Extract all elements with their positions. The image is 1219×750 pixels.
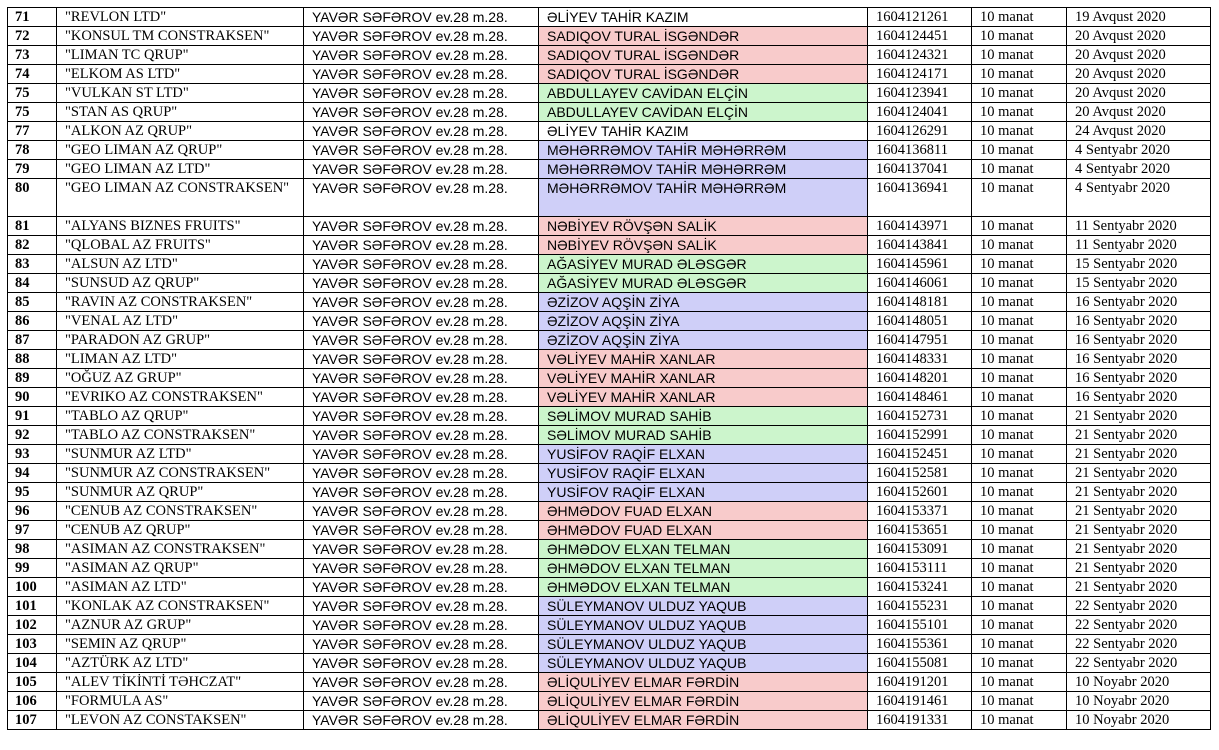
owner-name-cell: ƏHMƏDOV ELXAN TELMAN: [539, 578, 868, 597]
fee-cell: 10 manat: [972, 388, 1067, 407]
row-number-cell: 71: [8, 8, 57, 27]
tax-id-cell: 1604152991: [868, 426, 972, 445]
address-cell: YAVƏR SƏFƏROV ev.28 m.28.: [304, 597, 539, 616]
tax-id-cell: 1604124171: [868, 65, 972, 84]
registration-date-cell: 10 Noyabr 2020: [1067, 711, 1211, 730]
address-cell: YAVƏR SƏFƏROV ev.28 m.28.: [304, 236, 539, 255]
fee-cell: 10 manat: [972, 293, 1067, 312]
row-number-cell: 99: [8, 559, 57, 578]
address-cell: YAVƏR SƏFƏROV ev.28 m.28.: [304, 27, 539, 46]
fee-cell: 10 manat: [972, 274, 1067, 293]
address-cell: YAVƏR SƏFƏROV ev.28 m.28.: [304, 160, 539, 179]
company-name-cell: "OĞUZ AZ GRUP": [57, 369, 304, 388]
fee-cell: 10 manat: [972, 407, 1067, 426]
address-cell: YAVƏR SƏFƏROV ev.28 m.28.: [304, 293, 539, 312]
owner-name-cell: SÜLEYMANOV ULDUZ YAQUB: [539, 616, 868, 635]
company-name-cell: "TABLO AZ CONSTRAKSEN": [57, 426, 304, 445]
fee-cell: 10 manat: [972, 350, 1067, 369]
owner-name-cell: AĞASİYEV MURAD ƏLƏSGƏR: [539, 274, 868, 293]
company-name-cell: "SUNMUR AZ CONSTRAKSEN": [57, 464, 304, 483]
fee-cell: 10 manat: [972, 616, 1067, 635]
table-row: [8, 217, 1211, 236]
registration-date-cell: 21 Sentyabr 2020: [1067, 521, 1211, 540]
address-cell: YAVƏR SƏFƏROV ev.28 m.28.: [304, 179, 539, 217]
fee-cell: 10 manat: [972, 502, 1067, 521]
table-row: [8, 597, 1211, 616]
owner-name-cell: ƏZİZOV AQŞİN ZİYA: [539, 293, 868, 312]
tax-id-cell: 1604153241: [868, 578, 972, 597]
tax-id-cell: 1604136941: [868, 179, 972, 217]
tax-id-cell: 1604153651: [868, 521, 972, 540]
table-row: [8, 540, 1211, 559]
fee-cell: 10 manat: [972, 540, 1067, 559]
company-name-cell: "CENUB AZ CONSTRAKSEN": [57, 502, 304, 521]
tax-id-cell: 1604121261: [868, 8, 972, 27]
fee-cell: 10 manat: [972, 597, 1067, 616]
owner-name-cell: MƏHƏRRƏMOV TAHİR MƏHƏRRƏM: [539, 160, 868, 179]
table-body: [8, 8, 1211, 730]
registration-date-cell: 20 Avqust 2020: [1067, 103, 1211, 122]
row-number-cell: 74: [8, 65, 57, 84]
tax-id-cell: 1604124041: [868, 103, 972, 122]
tax-id-cell: 1604148181: [868, 293, 972, 312]
registration-date-cell: 22 Sentyabr 2020: [1067, 616, 1211, 635]
table-row: [8, 331, 1211, 350]
table-row: [8, 635, 1211, 654]
address-cell: YAVƏR SƏFƏROV ev.28 m.28.: [304, 65, 539, 84]
registration-date-cell: 15 Sentyabr 2020: [1067, 255, 1211, 274]
owner-name-cell: SƏLİMOV MURAD SAHİB: [539, 426, 868, 445]
table-row: [8, 293, 1211, 312]
address-cell: YAVƏR SƏFƏROV ev.28 m.28.: [304, 255, 539, 274]
table-row: [8, 103, 1211, 122]
fee-cell: 10 manat: [972, 179, 1067, 217]
company-name-cell: "QLOBAL AZ FRUITS": [57, 236, 304, 255]
company-name-cell: "VULKAN ST LTD": [57, 84, 304, 103]
tax-id-cell: 1604137041: [868, 160, 972, 179]
tax-id-cell: 1604153091: [868, 540, 972, 559]
company-name-cell: "FORMULA AS": [57, 692, 304, 711]
fee-cell: 10 manat: [972, 27, 1067, 46]
owner-name-cell: SADIQOV TURAL İSGƏNDƏR: [539, 65, 868, 84]
table-row: [8, 274, 1211, 293]
address-cell: YAVƏR SƏFƏROV ev.28 m.28.: [304, 426, 539, 445]
row-number-cell: 77: [8, 122, 57, 141]
row-number-cell: 95: [8, 483, 57, 502]
tax-id-cell: 1604145961: [868, 255, 972, 274]
registration-date-cell: 22 Sentyabr 2020: [1067, 597, 1211, 616]
registration-date-cell: 15 Sentyabr 2020: [1067, 274, 1211, 293]
row-number-cell: 81: [8, 217, 57, 236]
owner-name-cell: ƏHMƏDOV ELXAN TELMAN: [539, 559, 868, 578]
tax-id-cell: 1604124321: [868, 46, 972, 65]
fee-cell: 10 manat: [972, 84, 1067, 103]
registration-date-cell: 21 Sentyabr 2020: [1067, 464, 1211, 483]
address-cell: YAVƏR SƏFƏROV ev.28 m.28.: [304, 483, 539, 502]
address-cell: YAVƏR SƏFƏROV ev.28 m.28.: [304, 84, 539, 103]
fee-cell: 10 manat: [972, 654, 1067, 673]
fee-cell: 10 manat: [972, 8, 1067, 27]
company-name-cell: "ALEV TİKİNTİ TƏHCZAT": [57, 673, 304, 692]
registration-date-cell: 20 Avqust 2020: [1067, 46, 1211, 65]
row-number-cell: 89: [8, 369, 57, 388]
address-cell: YAVƏR SƏFƏROV ev.28 m.28.: [304, 635, 539, 654]
row-number-cell: 75: [8, 84, 57, 103]
registration-date-cell: 16 Sentyabr 2020: [1067, 312, 1211, 331]
table-row: [8, 141, 1211, 160]
registration-date-cell: 16 Sentyabr 2020: [1067, 331, 1211, 350]
owner-name-cell: SÜLEYMANOV ULDUZ YAQUB: [539, 654, 868, 673]
row-number-cell: 92: [8, 426, 57, 445]
row-number-cell: 88: [8, 350, 57, 369]
fee-cell: 10 manat: [972, 673, 1067, 692]
table-row: [8, 654, 1211, 673]
owner-name-cell: SÜLEYMANOV ULDUZ YAQUB: [539, 635, 868, 654]
company-name-cell: "GEO LIMAN AZ LTD": [57, 160, 304, 179]
company-name-cell: "REVLON LTD": [57, 8, 304, 27]
owner-name-cell: ƏHMƏDOV FUAD ELXAN: [539, 521, 868, 540]
fee-cell: 10 manat: [972, 255, 1067, 274]
address-cell: YAVƏR SƏFƏROV ev.28 m.28.: [304, 122, 539, 141]
address-cell: YAVƏR SƏFƏROV ev.28 m.28.: [304, 46, 539, 65]
table-row: [8, 369, 1211, 388]
registration-date-cell: 4 Sentyabr 2020: [1067, 141, 1211, 160]
registration-date-cell: 16 Sentyabr 2020: [1067, 369, 1211, 388]
address-cell: YAVƏR SƏFƏROV ev.28 m.28.: [304, 464, 539, 483]
tax-id-cell: 1604155361: [868, 635, 972, 654]
company-name-cell: "ALKON AZ QRUP": [57, 122, 304, 141]
tax-id-cell: 1604148201: [868, 369, 972, 388]
table-row: [8, 122, 1211, 141]
table-row: [8, 445, 1211, 464]
company-name-cell: "CENUB AZ QRUP": [57, 521, 304, 540]
tax-id-cell: 1604143841: [868, 236, 972, 255]
table-row: [8, 236, 1211, 255]
fee-cell: 10 manat: [972, 160, 1067, 179]
row-number-cell: 103: [8, 635, 57, 654]
company-name-cell: "SUNMUR AZ LTD": [57, 445, 304, 464]
fee-cell: 10 manat: [972, 445, 1067, 464]
fee-cell: 10 manat: [972, 426, 1067, 445]
table-row: [8, 84, 1211, 103]
address-cell: YAVƏR SƏFƏROV ev.28 m.28.: [304, 350, 539, 369]
company-name-cell: "KONLAK AZ CONSTRAKSEN": [57, 597, 304, 616]
company-name-cell: "LEVON AZ CONSTAKSEN": [57, 711, 304, 730]
tax-id-cell: 1604136811: [868, 141, 972, 160]
fee-cell: 10 manat: [972, 217, 1067, 236]
company-name-cell: "RAVIN AZ CONSTRAKSEN": [57, 293, 304, 312]
fee-cell: 10 manat: [972, 141, 1067, 160]
registration-date-cell: 16 Sentyabr 2020: [1067, 350, 1211, 369]
address-cell: YAVƏR SƏFƏROV ev.28 m.28.: [304, 445, 539, 464]
owner-name-cell: SƏLİMOV MURAD SAHİB: [539, 407, 868, 426]
table-row: [8, 312, 1211, 331]
registration-date-cell: 16 Sentyabr 2020: [1067, 388, 1211, 407]
owner-name-cell: ƏLİQULİYEV ELMAR FƏRDİN: [539, 711, 868, 730]
owner-name-cell: ƏZİZOV AQŞİN ZİYA: [539, 312, 868, 331]
fee-cell: 10 manat: [972, 331, 1067, 350]
address-cell: YAVƏR SƏFƏROV ev.28 m.28.: [304, 559, 539, 578]
company-name-cell: "LIMAN TC QRUP": [57, 46, 304, 65]
table-row: [8, 179, 1211, 217]
registration-date-cell: 10 Noyabr 2020: [1067, 673, 1211, 692]
row-number-cell: 107: [8, 711, 57, 730]
table-row: [8, 426, 1211, 445]
address-cell: YAVƏR SƏFƏROV ev.28 m.28.: [304, 141, 539, 160]
table-row: [8, 388, 1211, 407]
table-row: [8, 483, 1211, 502]
company-name-cell: "TABLO AZ QRUP": [57, 407, 304, 426]
fee-cell: 10 manat: [972, 692, 1067, 711]
tax-id-cell: 1604147951: [868, 331, 972, 350]
row-number-cell: 93: [8, 445, 57, 464]
tax-id-cell: 1604155231: [868, 597, 972, 616]
fee-cell: 10 manat: [972, 369, 1067, 388]
table-row: [8, 407, 1211, 426]
company-name-cell: "SUNMUR AZ QRUP": [57, 483, 304, 502]
row-number-cell: 105: [8, 673, 57, 692]
registry-table: [7, 7, 1211, 730]
address-cell: YAVƏR SƏFƏROV ev.28 m.28.: [304, 103, 539, 122]
company-name-cell: "SEMIN AZ QRUP": [57, 635, 304, 654]
address-cell: YAVƏR SƏFƏROV ev.28 m.28.: [304, 673, 539, 692]
table-row: [8, 27, 1211, 46]
company-name-cell: "AZTÜRK AZ LTD": [57, 654, 304, 673]
owner-name-cell: ƏHMƏDOV FUAD ELXAN: [539, 502, 868, 521]
row-number-cell: 96: [8, 502, 57, 521]
row-number-cell: 72: [8, 27, 57, 46]
fee-cell: 10 manat: [972, 312, 1067, 331]
registration-date-cell: 16 Sentyabr 2020: [1067, 293, 1211, 312]
tax-id-cell: 1604155081: [868, 654, 972, 673]
owner-name-cell: NƏBİYEV RÖVŞƏN SALİK: [539, 236, 868, 255]
address-cell: YAVƏR SƏFƏROV ev.28 m.28.: [304, 312, 539, 331]
owner-name-cell: YUSİFOV RAQİF ELXAN: [539, 483, 868, 502]
row-number-cell: 102: [8, 616, 57, 635]
company-name-cell: "LIMAN AZ LTD": [57, 350, 304, 369]
company-name-cell: "PARADON AZ GRUP": [57, 331, 304, 350]
registration-date-cell: 21 Sentyabr 2020: [1067, 483, 1211, 502]
table-row: [8, 8, 1211, 27]
row-number-cell: 100: [8, 578, 57, 597]
address-cell: YAVƏR SƏFƏROV ev.28 m.28.: [304, 407, 539, 426]
registration-date-cell: 21 Sentyabr 2020: [1067, 407, 1211, 426]
row-number-cell: 84: [8, 274, 57, 293]
address-cell: YAVƏR SƏFƏROV ev.28 m.28.: [304, 502, 539, 521]
registration-date-cell: 10 Noyabr 2020: [1067, 692, 1211, 711]
tax-id-cell: 1604191331: [868, 711, 972, 730]
registration-date-cell: 19 Avqust 2020: [1067, 8, 1211, 27]
table-row: [8, 255, 1211, 274]
company-name-cell: "GEO LIMAN AZ QRUP": [57, 141, 304, 160]
owner-name-cell: ABDULLAYEV CAVİDAN ELÇİN: [539, 84, 868, 103]
registration-date-cell: 20 Avqust 2020: [1067, 27, 1211, 46]
table-row: [8, 502, 1211, 521]
registration-date-cell: 11 Sentyabr 2020: [1067, 217, 1211, 236]
fee-cell: 10 manat: [972, 46, 1067, 65]
company-name-cell: "VENAL AZ LTD": [57, 312, 304, 331]
address-cell: YAVƏR SƏFƏROV ev.28 m.28.: [304, 654, 539, 673]
owner-name-cell: MƏHƏRRƏMOV TAHİR MƏHƏRRƏM: [539, 141, 868, 160]
registration-date-cell: 4 Sentyabr 2020: [1067, 160, 1211, 179]
tax-id-cell: 1604152601: [868, 483, 972, 502]
company-name-cell: "SUNSUD AZ QRUP": [57, 274, 304, 293]
tax-id-cell: 1604152731: [868, 407, 972, 426]
company-name-cell: "ELKOM AS LTD": [57, 65, 304, 84]
owner-name-cell: ƏLİQULİYEV ELMAR FƏRDİN: [539, 692, 868, 711]
owner-name-cell: ƏLİYEV TAHİR KAZIM: [539, 8, 868, 27]
owner-name-cell: VƏLİYEV MAHİR XANLAR: [539, 350, 868, 369]
tax-id-cell: 1604155101: [868, 616, 972, 635]
row-number-cell: 106: [8, 692, 57, 711]
registration-date-cell: 21 Sentyabr 2020: [1067, 445, 1211, 464]
tax-id-cell: 1604148461: [868, 388, 972, 407]
registration-date-cell: 22 Sentyabr 2020: [1067, 635, 1211, 654]
fee-cell: 10 manat: [972, 103, 1067, 122]
registration-date-cell: 4 Sentyabr 2020: [1067, 179, 1211, 217]
registration-date-cell: 21 Sentyabr 2020: [1067, 540, 1211, 559]
registration-date-cell: 20 Avqust 2020: [1067, 84, 1211, 103]
registration-date-cell: 21 Sentyabr 2020: [1067, 502, 1211, 521]
fee-cell: 10 manat: [972, 521, 1067, 540]
company-name-cell: "ALYANS BIZNES FRUITS": [57, 217, 304, 236]
address-cell: YAVƏR SƏFƏROV ev.28 m.28.: [304, 616, 539, 635]
owner-name-cell: SADIQOV TURAL İSGƏNDƏR: [539, 27, 868, 46]
owner-name-cell: NƏBİYEV RÖVŞƏN SALİK: [539, 217, 868, 236]
tax-id-cell: 1604191461: [868, 692, 972, 711]
fee-cell: 10 manat: [972, 464, 1067, 483]
address-cell: YAVƏR SƏFƏROV ev.28 m.28.: [304, 331, 539, 350]
table-row: [8, 559, 1211, 578]
tax-id-cell: 1604148331: [868, 350, 972, 369]
fee-cell: 10 manat: [972, 65, 1067, 84]
tax-id-cell: 1604191201: [868, 673, 972, 692]
address-cell: YAVƏR SƏFƏROV ev.28 m.28.: [304, 521, 539, 540]
fee-cell: 10 manat: [972, 236, 1067, 255]
fee-cell: 10 manat: [972, 483, 1067, 502]
registration-date-cell: 21 Sentyabr 2020: [1067, 578, 1211, 597]
address-cell: YAVƏR SƏFƏROV ev.28 m.28.: [304, 388, 539, 407]
row-number-cell: 73: [8, 46, 57, 65]
table-row: [8, 711, 1211, 730]
row-number-cell: 98: [8, 540, 57, 559]
fee-cell: 10 manat: [972, 711, 1067, 730]
table-row: [8, 521, 1211, 540]
company-name-cell: "ASIMAN AZ LTD": [57, 578, 304, 597]
company-name-cell: "GEO LIMAN AZ CONSTRAKSEN": [57, 179, 304, 217]
row-number-cell: 75: [8, 103, 57, 122]
tax-id-cell: 1604124451: [868, 27, 972, 46]
tax-id-cell: 1604143971: [868, 217, 972, 236]
row-number-cell: 101: [8, 597, 57, 616]
registration-date-cell: 11 Sentyabr 2020: [1067, 236, 1211, 255]
owner-name-cell: ƏZİZOV AQŞİN ZİYA: [539, 331, 868, 350]
row-number-cell: 78: [8, 141, 57, 160]
tax-id-cell: 1604152581: [868, 464, 972, 483]
owner-name-cell: AĞASİYEV MURAD ƏLƏSGƏR: [539, 255, 868, 274]
company-name-cell: "KONSUL TM CONSTRAKSEN": [57, 27, 304, 46]
tax-id-cell: 1604126291: [868, 122, 972, 141]
owner-name-cell: ƏLİYEV TAHİR KAZIM: [539, 122, 868, 141]
row-number-cell: 97: [8, 521, 57, 540]
row-number-cell: 82: [8, 236, 57, 255]
owner-name-cell: SADIQOV TURAL İSGƏNDƏR: [539, 46, 868, 65]
address-cell: YAVƏR SƏFƏROV ev.28 m.28.: [304, 8, 539, 27]
row-number-cell: 83: [8, 255, 57, 274]
fee-cell: 10 manat: [972, 578, 1067, 597]
tax-id-cell: 1604146061: [868, 274, 972, 293]
fee-cell: 10 manat: [972, 122, 1067, 141]
row-number-cell: 90: [8, 388, 57, 407]
table-row: [8, 673, 1211, 692]
table-row: [8, 692, 1211, 711]
row-number-cell: 86: [8, 312, 57, 331]
table-row: [8, 578, 1211, 597]
owner-name-cell: VƏLİYEV MAHİR XANLAR: [539, 388, 868, 407]
row-number-cell: 104: [8, 654, 57, 673]
registration-date-cell: 21 Sentyabr 2020: [1067, 559, 1211, 578]
registration-date-cell: 21 Sentyabr 2020: [1067, 426, 1211, 445]
company-name-cell: "ASIMAN AZ QRUP": [57, 559, 304, 578]
registration-date-cell: 24 Avqust 2020: [1067, 122, 1211, 141]
address-cell: YAVƏR SƏFƏROV ev.28 m.28.: [304, 369, 539, 388]
owner-name-cell: VƏLİYEV MAHİR XANLAR: [539, 369, 868, 388]
company-name-cell: "EVRIKO AZ CONSTRAKSEN": [57, 388, 304, 407]
table-row: [8, 464, 1211, 483]
fee-cell: 10 manat: [972, 559, 1067, 578]
fee-cell: 10 manat: [972, 635, 1067, 654]
company-name-cell: "AZNUR AZ GRUP": [57, 616, 304, 635]
row-number-cell: 94: [8, 464, 57, 483]
table-row: [8, 350, 1211, 369]
table-row: [8, 46, 1211, 65]
table-row: [8, 160, 1211, 179]
owner-name-cell: ƏHMƏDOV ELXAN TELMAN: [539, 540, 868, 559]
tax-id-cell: 1604153371: [868, 502, 972, 521]
address-cell: YAVƏR SƏFƏROV ev.28 m.28.: [304, 692, 539, 711]
row-number-cell: 91: [8, 407, 57, 426]
address-cell: YAVƏR SƏFƏROV ev.28 m.28.: [304, 578, 539, 597]
row-number-cell: 80: [8, 179, 57, 217]
tax-id-cell: 1604152451: [868, 445, 972, 464]
company-name-cell: "STAN AS QRUP": [57, 103, 304, 122]
owner-name-cell: MƏHƏRRƏMOV TAHİR MƏHƏRRƏM: [539, 179, 868, 217]
address-cell: YAVƏR SƏFƏROV ev.28 m.28.: [304, 540, 539, 559]
address-cell: YAVƏR SƏFƏROV ev.28 m.28.: [304, 217, 539, 236]
owner-name-cell: ƏLİQULİYEV ELMAR FƏRDİN: [539, 673, 868, 692]
table-row: [8, 616, 1211, 635]
owner-name-cell: YUSİFOV RAQİF ELXAN: [539, 445, 868, 464]
owner-name-cell: SÜLEYMANOV ULDUZ YAQUB: [539, 597, 868, 616]
table-row: [8, 65, 1211, 84]
registration-date-cell: 20 Avqust 2020: [1067, 65, 1211, 84]
company-name-cell: "ALSUN AZ LTD": [57, 255, 304, 274]
owner-name-cell: YUSİFOV RAQİF ELXAN: [539, 464, 868, 483]
tax-id-cell: 1604148051: [868, 312, 972, 331]
row-number-cell: 79: [8, 160, 57, 179]
row-number-cell: 87: [8, 331, 57, 350]
address-cell: YAVƏR SƏFƏROV ev.28 m.28.: [304, 711, 539, 730]
registration-date-cell: 22 Sentyabr 2020: [1067, 654, 1211, 673]
company-name-cell: "ASIMAN AZ CONSTRAKSEN": [57, 540, 304, 559]
address-cell: YAVƏR SƏFƏROV ev.28 m.28.: [304, 274, 539, 293]
row-number-cell: 85: [8, 293, 57, 312]
tax-id-cell: 1604123941: [868, 84, 972, 103]
tax-id-cell: 1604153111: [868, 559, 972, 578]
owner-name-cell: ABDULLAYEV CAVİDAN ELÇİN: [539, 103, 868, 122]
